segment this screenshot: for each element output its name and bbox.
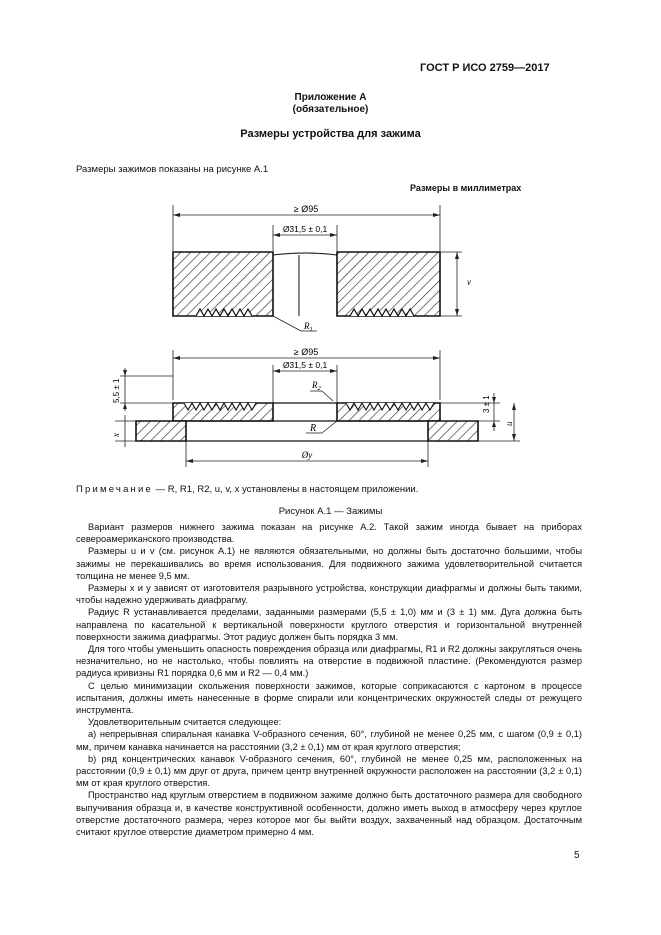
page-number: 5 <box>574 850 580 861</box>
clamp-figure <box>0 195 661 480</box>
lower-hole-dim: Ø31,5 ± 0,1 <box>282 360 328 370</box>
section-title: Размеры устройства для зажима <box>240 128 421 140</box>
figure-caption: Рисунок А.1 — Зажимы <box>278 506 383 517</box>
paragraph: b) ряд концентрических канавок V-образного сечения, 60°, глубиной не менее 0,25 мм, расположенных на расстоянии (0,9 ± 0,1) мм друг от друга, причем центр внутренней окружности расположен на расстоянии (3,2 ± 0,1) мм от края круглого отверстия. <box>76 753 582 789</box>
lower-clamp-drawing <box>111 347 520 467</box>
paragraph: Вариант размеров нижнего зажима показан на рисунке А.2. Такой зажим иногда бывает на приборах североамериканского производства. <box>76 522 582 545</box>
label-u: u <box>504 421 514 426</box>
lower-outer-dim: ≥ Ø95 <box>293 347 319 357</box>
standard-header: ГОСТ Р ИСО 2759—2017 <box>420 62 550 74</box>
paragraph: a) непрерывная спиральная канавка V-образного сечения, 60°, глубиной не менее 0,25 мм, с шагом (0,9 ± 0,1) мм, причем канавка начинается на расстоянии (3,2 ± 0,1) мм от края круглого отверстия; <box>76 729 582 752</box>
upper-outer-dim: ≥ Ø95 <box>293 204 319 214</box>
dim-y: Øy <box>301 450 313 460</box>
dim-3: 3 ± 1 <box>482 395 491 413</box>
appendix-subtitle: (обязательное) <box>292 104 369 115</box>
paragraph: С целью минимизации скольжения поверхности зажимов, которые соприкасаются с картоном в процессе испытания, должны иметь нанесенные в форме спирали или концентрических окружностей следы от режущего инструмента. <box>76 680 582 716</box>
units-note: Размеры в миллиметрах <box>410 183 522 193</box>
label-r1: $R_1$ <box>304 321 313 333</box>
body-text <box>76 521 582 838</box>
paragraph: Размеры x и y зависят от изготовителя разрывного устройства, конструкции диафрагмы и должны быть такими, чтобы надежно удерживать диафрагму. <box>76 583 582 606</box>
note-text: R, R1, R2, u, v, x установлены в настоящем приложении. <box>167 484 419 495</box>
intro-text: Размеры зажимов показаны на рисунке А.1 <box>76 164 269 175</box>
paragraph: Размеры u и v (см. рисунок А.1) не являются обязательными, но должны быть достаточно большими, чтобы зажимы не перекашивались во время использования. Для подвижного зажима удовлетворительной считается толщина не менее 9,5 мм. <box>76 546 582 581</box>
label-v: v <box>467 277 471 287</box>
paragraph: Для того чтобы уменьшить опасность повреждения образца или диафрагмы, R1 и R2 должны закругляться очень незначительно, но не настолько, чтобы повлиять на отверстие в подвижной пластине. (Рекомендуются размер радиуса кривизны R1 порядка 0,6 мм и R2 — 0,4 мм.) <box>76 644 582 679</box>
figure-note <box>76 484 418 495</box>
note-lead: Примечание <box>76 484 153 495</box>
dim-5-5: 5,5 ± 1 <box>112 378 121 403</box>
note-dash: — <box>155 484 166 495</box>
upper-clamp-drawing <box>173 204 471 333</box>
upper-hole-dim: Ø31,5 ± 0,1 <box>282 224 328 234</box>
appendix-title: Приложение А <box>294 92 367 103</box>
paragraph: Пространство над круглым отверстием в подвижном зажиме должно быть достаточного размера для свободного выпучивания образца и, в качестве конструктивной особенности, должно иметь выход в атмосферу через круглое отверстие достаточного размера, через которое мог бы выйти воздух, захваченный над образцом. Достаточным считают круглое отверстие диаметром примерно 4 мм. <box>76 790 582 838</box>
paragraph: Радиус R устанавливается пределами, заданными размерами (5,5 ± 1,0) мм и (3 ± 1) мм. Дуга должна быть направлена по касательной к вертикальной поверхности круглого отверстия и горизонтальной внутренней поверхности зажима диафрагмы. Этот радиус должен быть порядка 3 мм. <box>76 607 582 642</box>
label-r2: $R_2$ <box>312 380 321 392</box>
label-r: R <box>310 423 317 434</box>
label-x: x <box>111 433 121 437</box>
paragraph: Удовлетворительным считается следующее: <box>88 717 282 728</box>
